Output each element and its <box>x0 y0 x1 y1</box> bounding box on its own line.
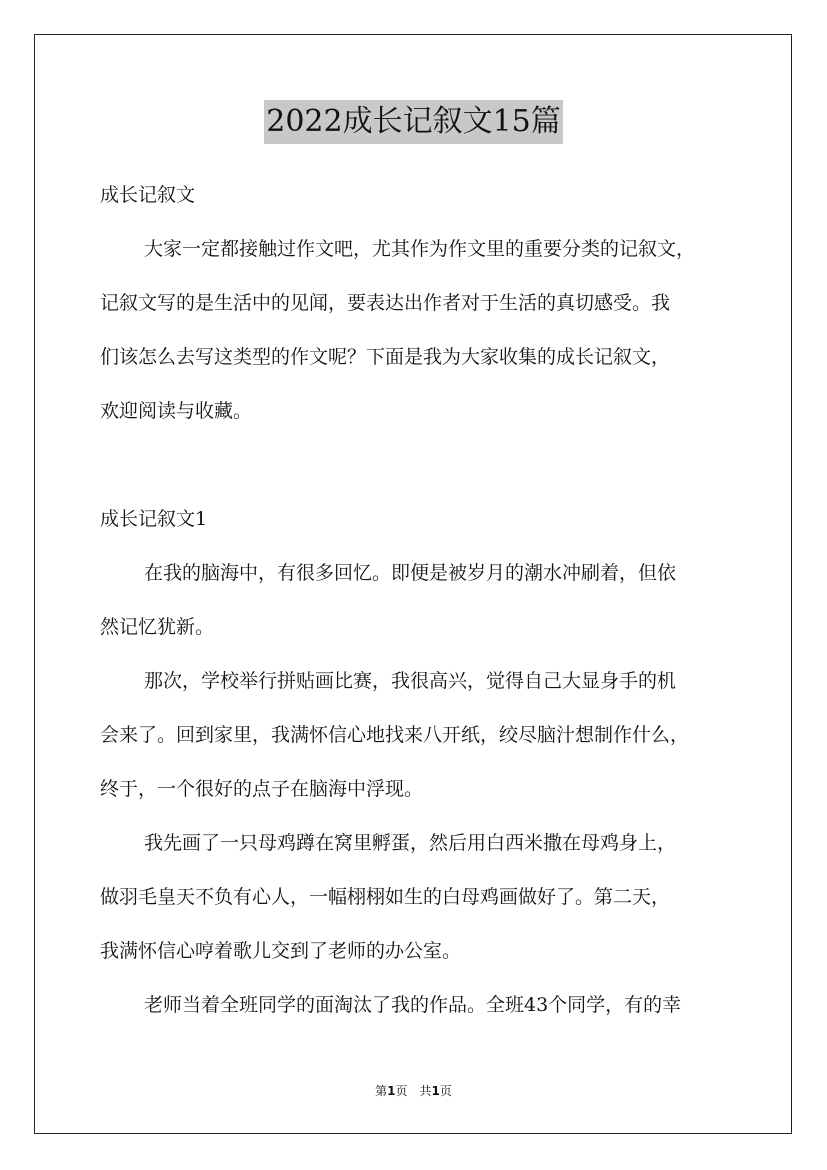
title-container <box>0 100 827 144</box>
section-heading-1: 成长记叙文1 <box>100 508 208 530</box>
intro-line: 记叙文写的是生活中的见闻，要表达出作者对于生活的真切感受。我 <box>100 292 671 314</box>
paragraph-line: 我先画了一只母鸡蹲在窝里孵蛋，然后用白西米撒在母鸡身上， <box>144 832 677 854</box>
paragraph-line: 终于，一个很好的点子在脑海中浮现。 <box>100 778 424 800</box>
intro-heading: 成长记叙文 <box>100 184 196 206</box>
page-current: 1 <box>387 1084 396 1098</box>
paragraph-line: 老师当着全班同学的面淘汰了我的作品。全班43个同学，有的幸 <box>144 994 682 1016</box>
paragraph-line: 做羽毛皇天不负有心人，一幅栩栩如生的白母鸡画做好了。第二天， <box>100 886 671 908</box>
paragraph-line: 我满怀信心哼着歌儿交到了老师的办公室。 <box>100 940 462 962</box>
intro-line: 大家一定都接触过作文吧，尤其作为作文里的重要分类的记叙文， <box>144 238 696 260</box>
paragraph-line: 那次，学校举行拼贴画比赛，我很高兴，觉得自己大显身手的机 <box>144 670 677 692</box>
page-label-prefix: 第 <box>375 1084 388 1098</box>
paragraph-line: 会来了。回到家里，我满怀信心地找来八开纸，绞尽脑汁想制作什么， <box>100 724 690 746</box>
page-label-mid: 页 共 <box>395 1084 432 1098</box>
intro-line: 们该怎么去写这类型的作文呢？下面是我为大家收集的成长记叙文， <box>100 346 671 368</box>
paragraph-line: 然记忆犹新。 <box>100 616 215 638</box>
page-total: 1 <box>431 1084 440 1098</box>
document-title: 2022成长记叙文15篇 <box>264 100 563 144</box>
page-footer <box>0 1082 827 1099</box>
intro-line: 欢迎阅读与收藏。 <box>100 400 253 422</box>
paragraph-line: 在我的脑海中，有很多回忆。即便是被岁月的潮水冲刷着，但依 <box>144 562 677 584</box>
document-body <box>100 168 740 1032</box>
section-spacer <box>100 438 740 492</box>
page-label-suffix: 页 <box>439 1084 452 1098</box>
